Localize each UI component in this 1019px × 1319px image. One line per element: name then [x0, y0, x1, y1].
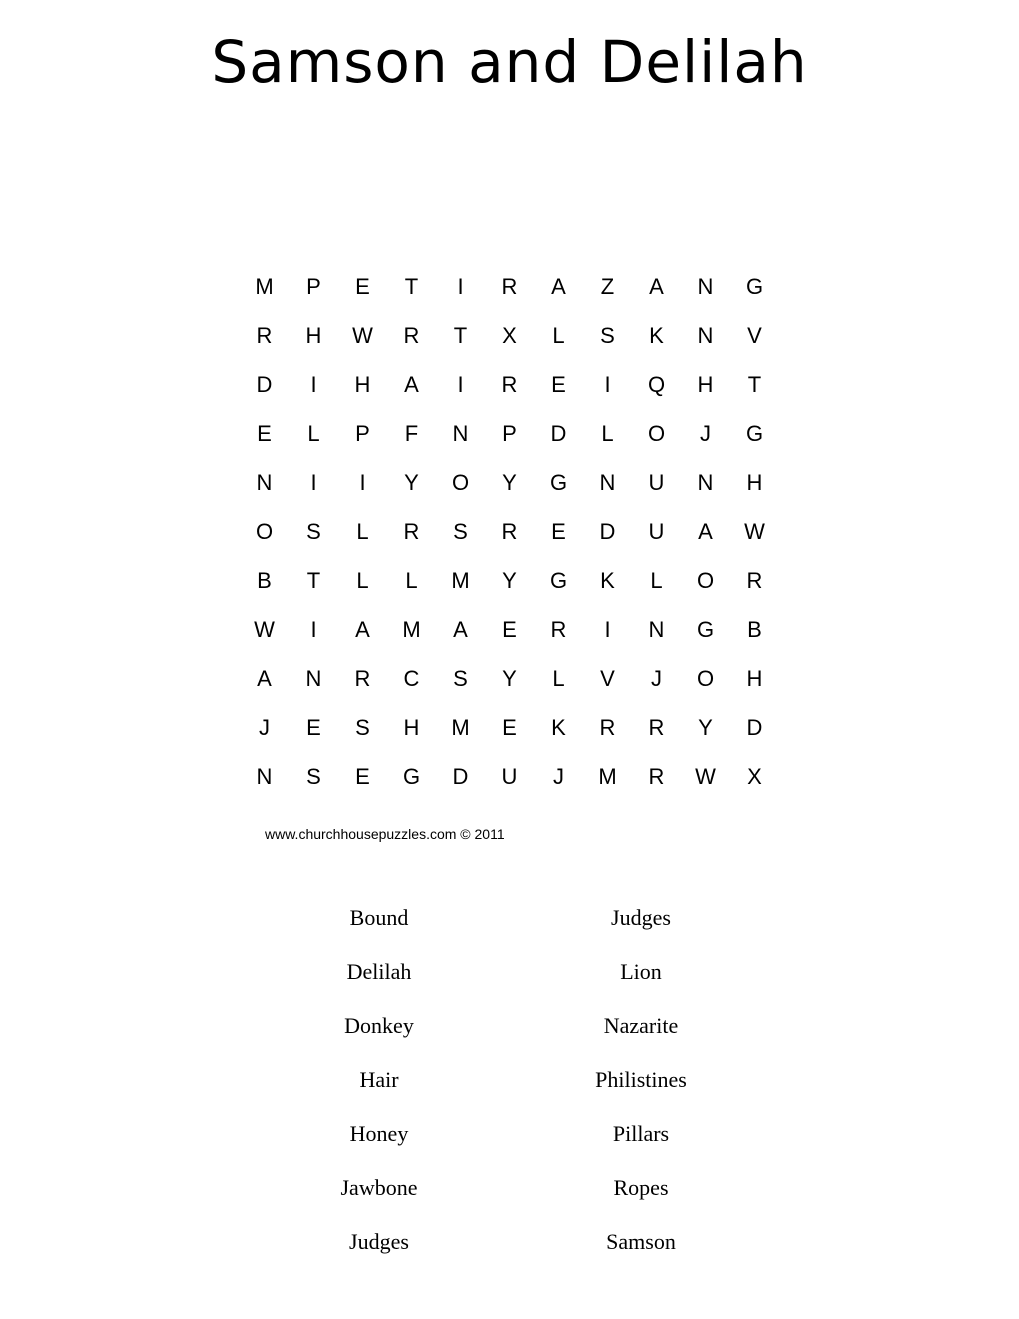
- grid-letter: K: [649, 322, 664, 348]
- grid-letter: N: [599, 469, 616, 495]
- grid-letter: P: [502, 420, 517, 446]
- grid-letter: Y: [502, 469, 517, 495]
- grid-letter: M: [451, 714, 470, 740]
- grid-letter: E: [355, 763, 370, 789]
- grid-letter: E: [502, 714, 517, 740]
- grid-letter: Q: [647, 371, 666, 397]
- grid-letter: N: [697, 322, 714, 348]
- grid-letter: R: [746, 567, 763, 593]
- grid-letter: Y: [502, 665, 517, 691]
- grid-letter: A: [649, 273, 664, 299]
- grid-letter: E: [551, 371, 566, 397]
- grid-letter: P: [355, 420, 370, 446]
- grid-letter: X: [502, 322, 517, 348]
- grid-letter: I: [457, 371, 464, 397]
- grid-letter: W: [744, 518, 765, 544]
- word-list-item: Delilah: [346, 959, 412, 984]
- grid-letter: R: [501, 371, 518, 397]
- grid-letter: Z: [600, 273, 615, 299]
- grid-letter: M: [598, 763, 617, 789]
- grid-letter: G: [549, 469, 568, 495]
- grid-letter: S: [453, 518, 468, 544]
- grid-letter: H: [403, 714, 420, 740]
- grid-letter: I: [604, 616, 611, 642]
- grid-letter: A: [355, 616, 370, 642]
- grid-letter: O: [647, 420, 666, 446]
- grid-letter: S: [306, 518, 321, 544]
- grid-letter: T: [404, 273, 419, 299]
- grid-letter: D: [746, 714, 763, 740]
- grid-letter: H: [746, 469, 763, 495]
- grid-letter: M: [402, 616, 421, 642]
- word-search-grid: [240, 262, 780, 801]
- grid-letter: A: [551, 273, 566, 299]
- grid-letter: N: [697, 469, 714, 495]
- grid-letter: S: [306, 763, 321, 789]
- grid-letter: E: [306, 714, 321, 740]
- grid-letter: G: [696, 616, 715, 642]
- grid-letter: I: [457, 273, 464, 299]
- word-list-item: Nazarite: [603, 1013, 679, 1038]
- word-list-item: Honey: [349, 1121, 409, 1146]
- grid-letter: S: [600, 322, 615, 348]
- grid-letter: D: [256, 371, 273, 397]
- grid-letter: A: [404, 371, 419, 397]
- grid-letter: U: [648, 518, 665, 544]
- grid-letter: X: [747, 763, 762, 789]
- grid-letter: N: [305, 665, 322, 691]
- word-list-item: Bound: [349, 905, 409, 930]
- grid-letter: O: [696, 567, 715, 593]
- word-list-item: Lion: [620, 959, 662, 984]
- grid-letter: P: [306, 273, 321, 299]
- grid-letter: O: [255, 518, 274, 544]
- grid-letter: T: [747, 371, 762, 397]
- grid-letter: B: [747, 616, 762, 642]
- grid-letter: E: [355, 273, 370, 299]
- grid-letter: V: [600, 665, 615, 691]
- grid-letter: L: [307, 420, 320, 446]
- grid-letter: H: [305, 322, 322, 348]
- grid-letter: G: [402, 763, 421, 789]
- word-list-item: Ropes: [613, 1175, 669, 1200]
- grid-letter: K: [600, 567, 615, 593]
- grid-letter: D: [599, 518, 616, 544]
- grid-letter: J: [700, 420, 711, 446]
- grid-letter: J: [553, 763, 564, 789]
- grid-letter: K: [551, 714, 566, 740]
- grid-letter: R: [403, 322, 420, 348]
- grid-letter: U: [501, 763, 518, 789]
- grid-letter: M: [451, 567, 470, 593]
- word-list-item: Pillars: [612, 1121, 670, 1146]
- grid-letter: T: [306, 567, 321, 593]
- grid-letter: R: [403, 518, 420, 544]
- grid-letter: Y: [404, 469, 419, 495]
- grid-letter: A: [453, 616, 468, 642]
- grid-letter: W: [254, 616, 275, 642]
- grid-letter: R: [550, 616, 567, 642]
- word-list-item: Donkey: [344, 1013, 414, 1038]
- grid-letter: L: [405, 567, 418, 593]
- grid-letter: I: [604, 371, 611, 397]
- grid-letter: B: [257, 567, 272, 593]
- grid-letter: S: [355, 714, 370, 740]
- grid-letter: N: [256, 763, 273, 789]
- grid-letter: G: [745, 420, 764, 446]
- grid-letter: N: [648, 616, 665, 642]
- grid-letter: L: [650, 567, 663, 593]
- grid-letter: H: [746, 665, 763, 691]
- page-title: Samson and Delilah: [211, 28, 808, 96]
- grid-letter: E: [551, 518, 566, 544]
- grid-letter: V: [747, 322, 762, 348]
- word-list: [248, 896, 772, 1274]
- grid-letter: C: [403, 665, 420, 691]
- grid-letter: R: [648, 763, 665, 789]
- grid-letter: G: [549, 567, 568, 593]
- grid-letter: Y: [698, 714, 713, 740]
- grid-letter: U: [648, 469, 665, 495]
- grid-letter: L: [552, 322, 565, 348]
- grid-letter: O: [696, 665, 715, 691]
- grid-letter: Y: [502, 567, 517, 593]
- copyright-credit: www.churchhousepuzzles.com © 2011: [265, 826, 505, 842]
- grid-letter: R: [354, 665, 371, 691]
- grid-letter: L: [356, 518, 369, 544]
- grid-letter: D: [452, 763, 469, 789]
- grid-letter: F: [404, 420, 419, 446]
- word-list-item: Judges: [611, 905, 671, 930]
- grid-letter: T: [453, 322, 468, 348]
- grid-letter: W: [695, 763, 716, 789]
- grid-letter: S: [453, 665, 468, 691]
- word-list-item: Hair: [359, 1067, 399, 1092]
- grid-letter: R: [501, 273, 518, 299]
- grid-letter: I: [310, 469, 317, 495]
- grid-letter: O: [451, 469, 470, 495]
- word-list-item: Judges: [349, 1229, 409, 1254]
- grid-letter: A: [257, 665, 272, 691]
- grid-letter: R: [599, 714, 616, 740]
- grid-letter: L: [356, 567, 369, 593]
- grid-letter: H: [697, 371, 714, 397]
- grid-letter: N: [452, 420, 469, 446]
- grid-letter: G: [745, 273, 764, 299]
- grid-letter: M: [255, 273, 274, 299]
- grid-letter: I: [359, 469, 366, 495]
- grid-letter: J: [651, 665, 662, 691]
- grid-letter: I: [310, 616, 317, 642]
- grid-letter: L: [552, 665, 565, 691]
- grid-letter: N: [697, 273, 714, 299]
- grid-letter: D: [550, 420, 567, 446]
- word-list-item: Philistines: [595, 1067, 687, 1092]
- grid-letter: L: [601, 420, 614, 446]
- grid-letter: A: [698, 518, 713, 544]
- grid-letter: E: [502, 616, 517, 642]
- word-list-item: Samson: [606, 1229, 676, 1254]
- grid-letter: I: [310, 371, 317, 397]
- word-list-item: Jawbone: [340, 1175, 418, 1200]
- grid-letter: H: [354, 371, 371, 397]
- grid-letter: R: [501, 518, 518, 544]
- grid-letter: R: [256, 322, 273, 348]
- grid-letter: J: [259, 714, 270, 740]
- grid-letter: E: [257, 420, 272, 446]
- grid-letter: W: [352, 322, 373, 348]
- grid-letter: R: [648, 714, 665, 740]
- grid-letter: N: [256, 469, 273, 495]
